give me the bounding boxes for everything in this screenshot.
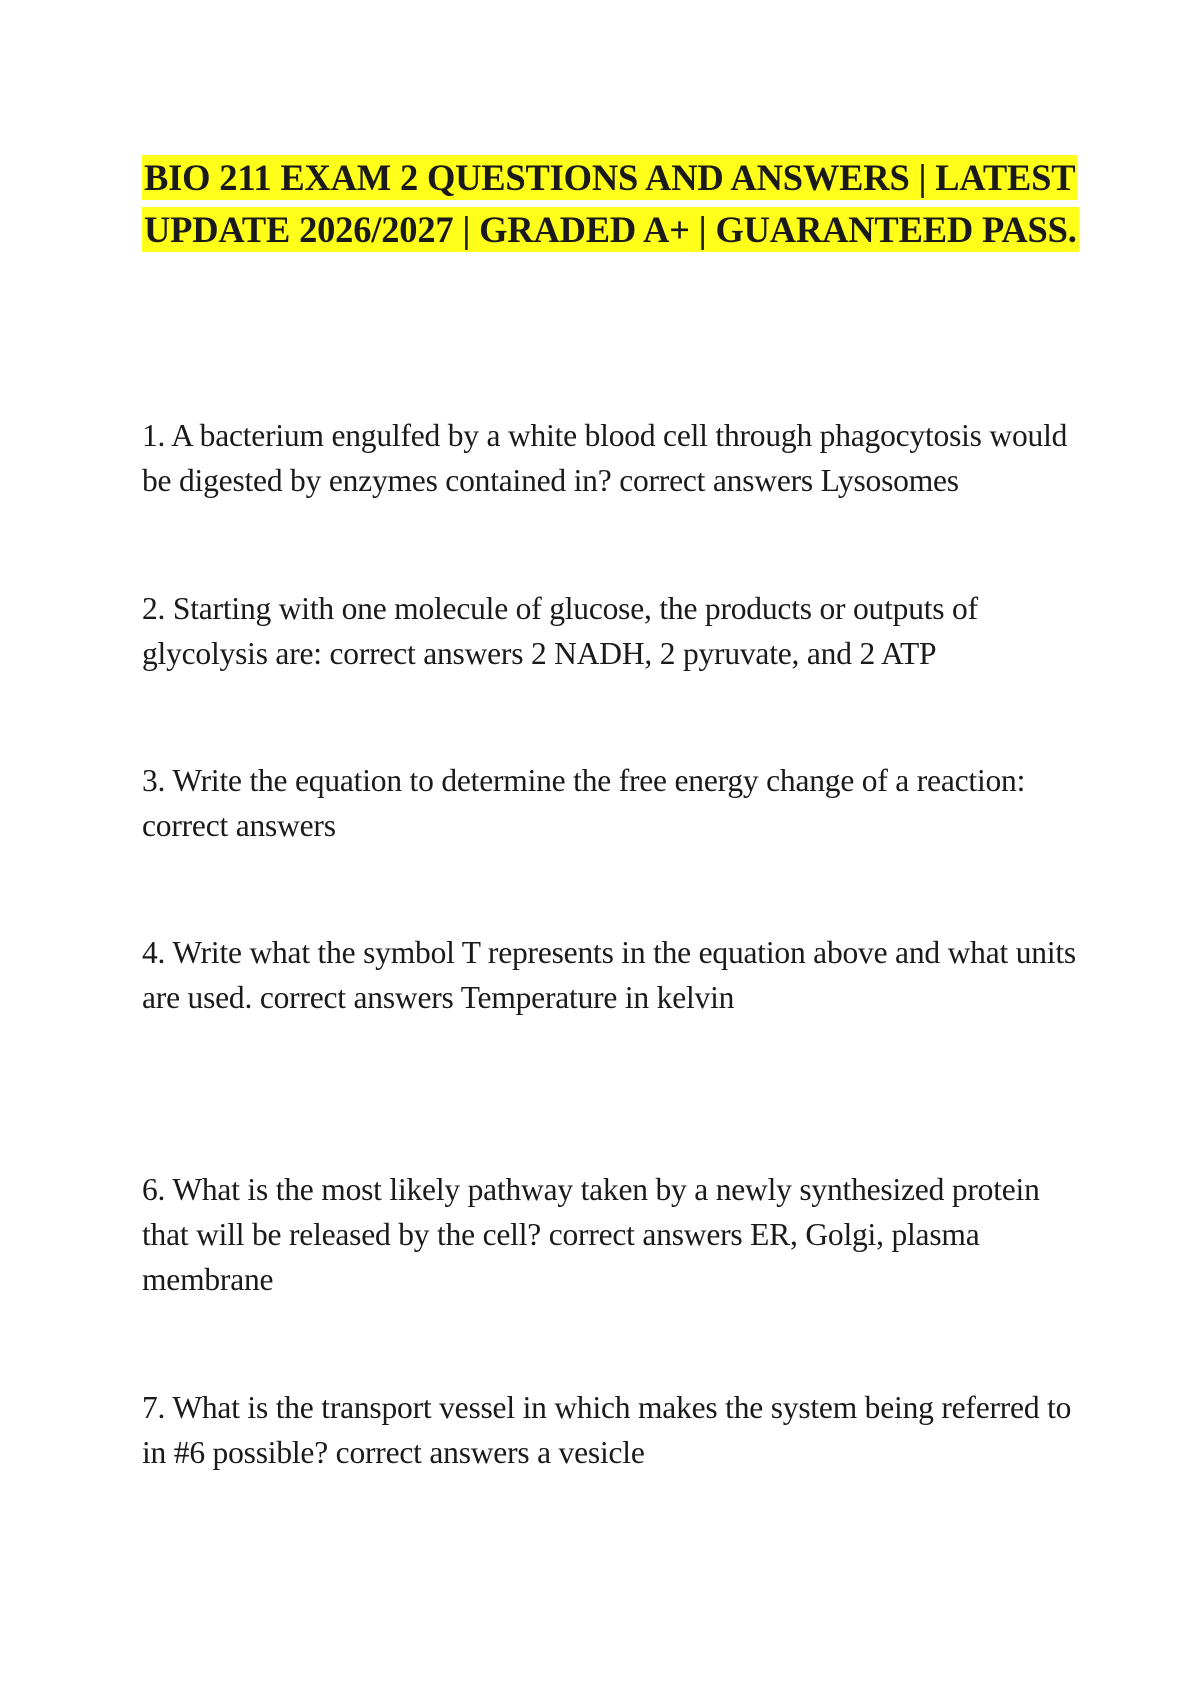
question-answer-6: 6. What is the most likely pathway taken by a newly synthesized protein that will be released by the cell? correct answers ER, Golgi, plasma membrane: [142, 1172, 1040, 1297]
title-highlight: BIO 211 EXAM 2 QUESTIONS AND ANSWERS | LATEST UPDATE 2026/2027 | GRADED A+ | GUARANTEED PASS.: [144, 157, 1077, 250]
question-answer-2: 2. Starting with one molecule of glucose, the products or outputs of glycolysis are: correct answers 2 NADH, 2 pyruvate, and 2 ATP: [142, 591, 978, 671]
question-answer-1: 1. A bacterium engulfed by a white blood cell through phagocytosis would be digested by enzymes contained in? correct answers Lysosomes: [142, 418, 1068, 498]
question-answer-4: 4. Write what the symbol T represents in the equation above and what units are used. correct answers Temperature in kelvin: [142, 935, 1076, 1015]
question-answer-3: 3. Write the equation to determine the free energy change of a reaction: correct answers: [142, 763, 1026, 843]
question-answer-7: 7. What is the transport vessel in which makes the system being referred to in #6 possible? correct answers a vesicle: [142, 1390, 1072, 1470]
document-title: [142, 152, 1082, 256]
